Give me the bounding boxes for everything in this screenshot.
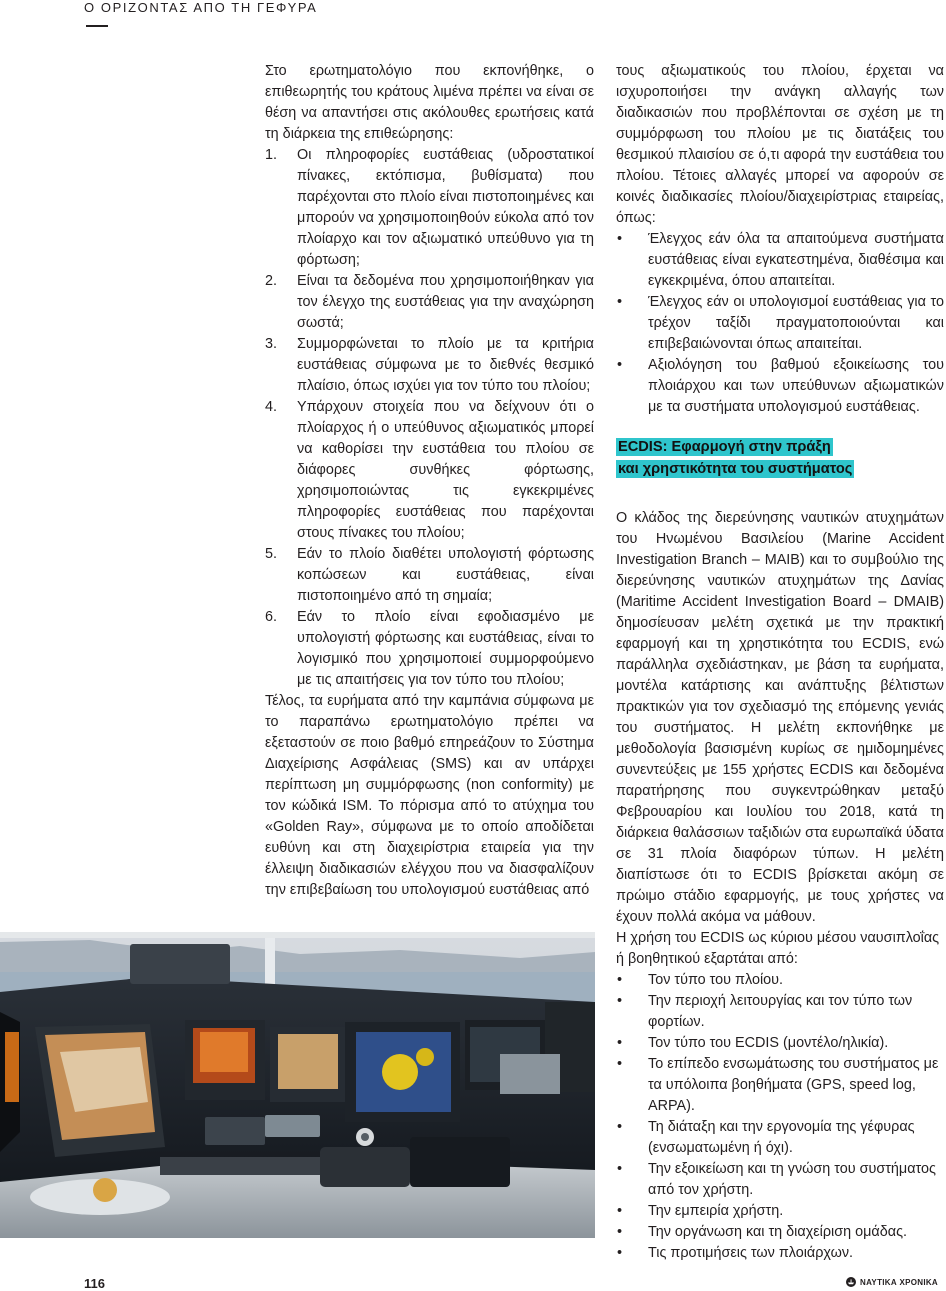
- procedures-list: [616, 229, 944, 418]
- closing-paragraph: Τέλος, τα ευρήματα από την καμπάνια σύμφωνα με το παραπάνω ερωτηματολόγιο πρέπει να εξεταστούν σε ποιο βαθμό επηρεάζουν το Σύστημα Διαχείρισης Ασφάλειας (SMS) και αν υπάρχει περίπτωση μη συμμόρφωσης (non conformity) με τον κώδικά ISM. Το πόρισμα από το ατύχημα του «Golden Ray», σύμφωνα με το οποίο αποδίδεται ευθύνη και στη διαχειρίστρια εταιρεία για την έλλειψη διαδικασιών ελέγχου που να διασφαλίζουν την επιβεβαίωση του υπολογισμού ευστάθειας από: [265, 693, 594, 898]
- bridge-photo: [0, 932, 595, 1238]
- dependency-intro: Η χρήση του ECDIS ως κύριου μέσου ναυσιπλοΐας ή βοηθητικού εξαρτάται από:: [616, 930, 940, 967]
- ecdis-body-paragraph: Ο κλάδος της διερεύνησης ναυτικών ατυχημάτων του Ηνωμένου Βασιλείου (Marine Accident Investigation Branch – MAIB) και το συμβούλιο της διερεύνησης ναυτικών ατυχημάτων της Δανίας (Maritime Accident Investigation Board – DMAIB) δημοσίευσαν μελέτη σχετικά με την πρακτική εφαρμογή και τη χρηστικότητα του ECDIS, ενώ παράλληλα σχεδιάστηκαν, με βάση τα ευρήματα, μοντέλα κατάρτισης και ανάπτυξης βέλτιστων πρακτικών για τον σχεδιασμό της επόμενης γενιάς του συστήματος. Η μελέτη εκπονήθηκε με μεθοδολογία βασισμένη κυρίως σε ημιδομημένες συνεντεύξεις με 155 χρήστες ECDIS και δεδομένα παρατήρησης που συγκεντρώθηκαν μεταξύ Φεβρουαρίου και Ιουλίου του 2018, κατά τη διάρκεια θαλάσσιων ταξιδιών στα ευρωπαϊκά ύδατα σε 31 πλοία διαφόρων τύπων. Η μελέτη διαπίστωσε ότι το ECDIS βρίσκεται ακόμη σε πρώιμο στάδιο εφαρμογής, με τους χρήστες να έχουν πολλά ακόμα να μάθουν.: [616, 510, 944, 925]
- list-item: • Τον τύπο του ECDIS (μοντέλο/ηλικία).: [617, 1035, 889, 1051]
- section-label: Ο ΟΡΙΖΟΝΤΑΣ ΑΠΟ ΤΗ ΓΕΦΥΡΑ: [84, 0, 318, 15]
- list-item: • Τον τύπο του πλοίου.: [617, 972, 784, 988]
- list-item: • Την περιοχή λειτουργίας και τον τύπο των φορτίων.: [617, 993, 913, 1030]
- list-item: • Την εξοικείωση και τη γνώση του συστήματος από τον χρήστη.: [617, 1161, 936, 1198]
- list-item: 2. Είναι τα δεδομένα που χρησιμοποιήθηκαν για τον έλεγχο της ευστάθειας για την αναχώρηση σωστά;: [265, 273, 594, 331]
- list-item: • Τη διάταξη και την εργονομία της γέφυρας (ενσωματωμένη ή όχι).: [617, 1119, 915, 1156]
- ship-logo-icon: [846, 1277, 856, 1287]
- list-item: • Έλεγχος εάν οι υπολογισμοί ευστάθειας για το τρέχον ταξίδι πραγματοποιούνται και επιβεβαιώνονται όπως απαιτείται.: [617, 294, 944, 352]
- list-item: 3. Συμμορφώνεται το πλοίο με τα κριτήρια ευστάθειας σύμφωνα με το διεθνές θεσμικό πλαίσιο, όπως ισχύει για τον τύπο του πλοίου;: [265, 336, 594, 394]
- publication-brand: [846, 1277, 938, 1287]
- heading-line-2: και χρηστικότητα του συστήματος: [618, 461, 853, 477]
- continuation-paragraph: τους αξιωματικούς του πλοίου, έρχεται να ισχυροποιήσει την ανάγκη αλλαγής των διαδικασιών που προβλέπονται σε σχέση με τη συμμόρφωση του πλοίου με τις διατάξεις του θεσμικού πλαισίου σε ό,τι αφορά την ευστάθεια του πλοίου. Τέτοιες αλλαγές μπορεί να αφορούν σε κοινές διαδικασίες πλοίου/διαχειρίστριας εταιρείας, όπως:: [616, 63, 944, 226]
- list-item: • Αξιολόγηση του βαθμού εξοικείωσης του πλοιάρχου και των υπεύθυνων αξιωματικών με τα συστήματα υπολογισμού ευστάθειας.: [617, 357, 944, 415]
- questions-list: [265, 145, 594, 691]
- list-item: • Έλεγχος εάν όλα τα απαιτούμενα συστήματα ευστάθειας είναι εγκατεστημένα, διαθέσιμα και εγκεκριμένα, όπου απαιτείται.: [617, 231, 944, 289]
- list-item: • Το επίπεδο ενσωμάτωσης του συστήματος με τα υπόλοιπα βοηθήματα (GPS, speed log, ARPA).: [617, 1056, 939, 1114]
- intro-paragraph: Στο ερωτηματολόγιο που εκπονήθηκε, ο επιθεωρητής του κράτους λιμένα πρέπει να είναι σε θέση να απαντήσει στις ακόλουθες ερωτήσεις κατά τη διάρκεια της επιθεώρησης:: [265, 63, 594, 142]
- list-item: • Τις προτιμήσεις των πλοιάρχων.: [617, 1245, 854, 1261]
- list-item: • Την οργάνωση και τη διαχείριση ομάδας.: [617, 1224, 908, 1240]
- list-item: 5. Εάν το πλοίο διαθέτει υπολογιστή φόρτωσης κοπώσεων και ευστάθειας, είναι πιστοποιημένο από τη σημαία;: [265, 546, 594, 604]
- ecdis-heading: [616, 436, 944, 480]
- publication-name: ΝΑΥΤΙΚΑ ΧΡΟΝΙΚΑ: [860, 1277, 938, 1287]
- list-item: 6. Εάν το πλοίο είναι εφοδιασμένο με υπολογιστή φόρτωσης και ευστάθειας, είναι το λογισμικό που χρησιμοποιεί συμμορφούμενο με τις απαιτήσεις για τον τύπο του πλοίου;: [265, 609, 594, 688]
- page-number: 116: [84, 1276, 105, 1291]
- list-item: 1. Οι πληροφορίες ευστάθειας (υδροστατικοί πίνακες, εκτόπισμα, βυθίσματα) που παρέχονται στο πλοίο είναι πιστοποιημένες και μπορούν να χρησιμοποιηθούν εύκολα από τον πλοίαρχο και τον αξιωματικό υπεύθυνο για τη φόρτωση;: [265, 147, 594, 268]
- right-column: [616, 61, 944, 1264]
- section-divider: [86, 25, 108, 27]
- left-column: [265, 61, 594, 901]
- list-item: 4. Υπάρχουν στοιχεία που να δείχνουν ότι ο πλοίαρχος ή ο υπεύθυνος αξιωματικός μπορεί να καθορίσει την ευστάθεια του πλοίου σε διάφορες συνθήκες φόρτωσης, χρησιμοποιώντας τις εγκεκριμένες πληροφορίες ευστάθειας που παρέχονται στους πίνακες του πλοίου;: [265, 399, 594, 541]
- heading-line-1: ECDIS: Εφαρμογή στην πράξη: [618, 439, 831, 455]
- factors-list: [616, 970, 944, 1264]
- list-item: • Την εμπειρία χρήστη.: [617, 1203, 784, 1219]
